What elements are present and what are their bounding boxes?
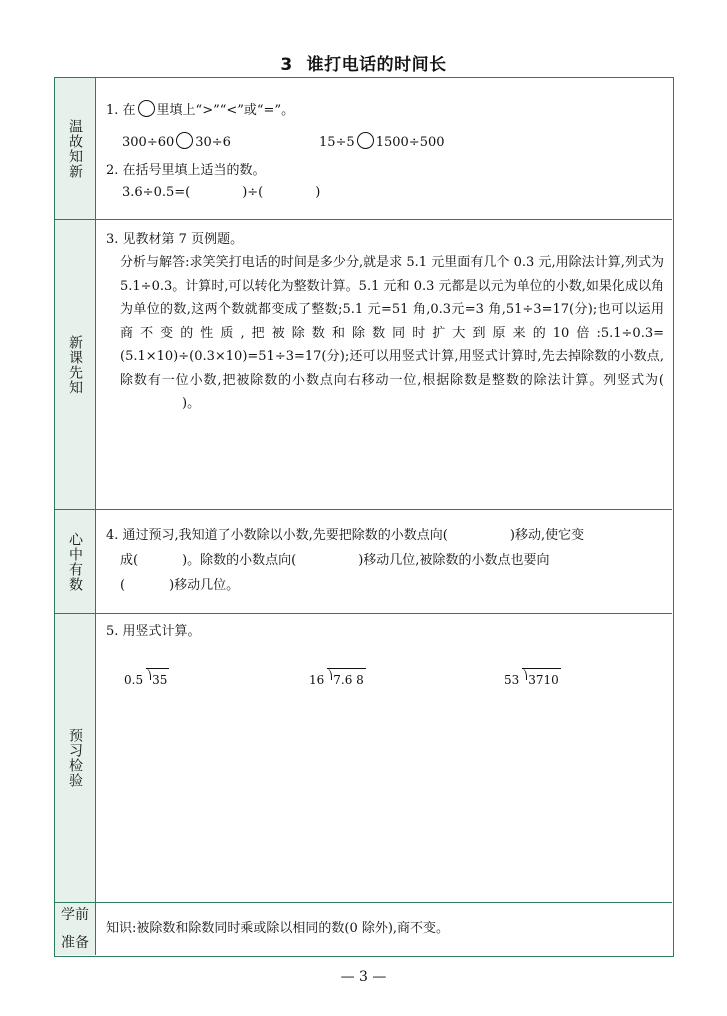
- compare-circle-1[interactable]: [176, 132, 193, 149]
- lesson-title: 谁打电话的时间长: [306, 55, 447, 75]
- new-lesson-content: [106, 220, 664, 509]
- question-4-line-3: ( )移动几位。: [120, 578, 240, 593]
- question-3-title: 3. 见教材第 7 页例题。: [106, 232, 244, 247]
- new-lesson-label: 新课先知: [55, 220, 96, 509]
- page-number: — 3 —: [340, 969, 387, 985]
- division-bracket: 3710: [522, 668, 561, 693]
- prep-content: [106, 903, 664, 955]
- lesson-number: 3: [280, 55, 293, 75]
- mind-label: 心中有数: [55, 510, 96, 613]
- long-division-2: 16 7.6 8: [309, 668, 366, 693]
- circle-icon: [138, 100, 155, 117]
- question-2-expression: 3.6÷0.5=( )÷( ): [122, 185, 321, 200]
- long-division-1: 0.5 35: [124, 668, 169, 693]
- mind-section: [55, 510, 672, 614]
- compare-circle-2[interactable]: [357, 132, 374, 149]
- question-1: 1. 在 里填上“>”“<”或“=”。: [106, 99, 294, 123]
- worksheet-table: [54, 77, 674, 957]
- page-title: [0, 50, 727, 75]
- prep-text: 知识:被除数和除数同时乘或除以相同的数(0 除外),商不变。: [106, 921, 450, 936]
- long-division-3: 53 3710: [504, 668, 561, 693]
- check-section: [55, 614, 672, 903]
- mind-content: [106, 510, 664, 613]
- review-section: [55, 78, 672, 220]
- question-5: 5. 用竖式计算。: [106, 624, 201, 639]
- prep-label: 学前准备: [55, 903, 96, 955]
- question-4-line-1: 4. 通过预习,我知道了小数除以小数,先要把除数的小数点向( )移动,使它变: [106, 528, 585, 543]
- new-lesson-section: [55, 220, 672, 510]
- question-2: 2. 在括号里填上适当的数。: [106, 163, 266, 178]
- question-4-line-2: 成( )。除数的小数点向( )移动几位,被除数的小数点也要向: [120, 553, 550, 568]
- division-bracket: 7.6 8: [327, 668, 366, 693]
- check-content: [106, 614, 664, 902]
- check-label: 预习检验: [55, 614, 96, 902]
- review-label: 温故知新: [55, 78, 96, 219]
- question-3-body: 分析与解答:求笑笑打电话的时间是多少分,就是求 5.1 元里面有几个 0.3 元,用除法计算,列式为5.1÷0.3。计算时,可以转化为整数计算。5.1 元和 0.3 元都是以元为单位的小数,如果化成以角为单位的数,这两个数就都变成了整数;5.1 元=51 角,0.3元=3 角,51÷3=17(分);也可以运用商不变的性质,把被除数和除数同时扩大到原来的10倍:5.1÷0.3=(5.1×10)÷(0.3×10)=51÷3=17(分);还可以用竖式计算,用竖式计算时,先去掉除数的小数点,除数有一位小数,把被除数的小数点向右移动一位,根据除数是整数的除法计算。列竖式为()。: [120, 255, 664, 411]
- prep-section: [55, 903, 672, 955]
- compare-2: 15÷5 1500÷500: [319, 131, 445, 155]
- compare-1: 300÷60 30÷6: [122, 131, 231, 155]
- division-bracket: 35: [146, 668, 169, 693]
- review-content: [106, 78, 664, 219]
